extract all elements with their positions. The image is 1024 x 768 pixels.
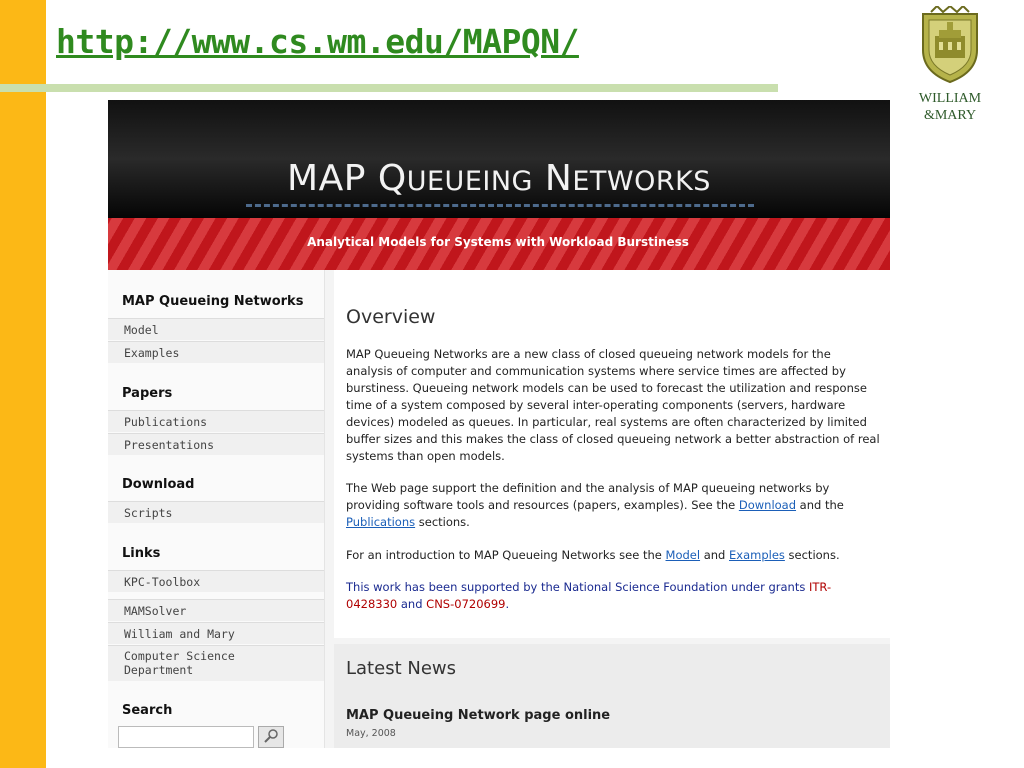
site-title [108,158,890,199]
sidebar-item-william-and-mary[interactable] [108,622,324,644]
website-screenshot [108,100,890,748]
sidebar-item-label: Examples [124,346,180,360]
grant-itr: ITR-0428330 [346,580,832,611]
sidebar-heading-download: Download [122,477,195,492]
overview-text: sections. [784,548,840,562]
site-title-part: UEUEING [406,166,533,197]
sidebar-item-model[interactable] [108,318,324,340]
site-header [108,100,890,218]
sidebar-heading-papers: Papers [122,386,173,401]
nsf-text: This work has been supported by the National Science Foundation under grants [346,580,810,594]
sidebar-item-publications[interactable] [108,410,324,432]
search-button[interactable] [258,726,284,748]
tagline-band [108,218,890,270]
sidebar-item-label: Presentations [124,438,215,452]
sidebar-item-label: Scripts [124,506,173,520]
sidebar-item-label: William and Mary [124,627,235,641]
logo-text-mary: &MARY [923,108,977,123]
site-title-part: N [532,158,573,199]
logo-text-william: WILLIAM [918,91,982,106]
sidebar-heading-mapqn: MAP Queueing Networks [122,294,304,309]
nsf-text: . [505,597,510,611]
sidebar-item-kpc-toolbox[interactable] [108,570,324,592]
latest-news-heading: Latest News [346,658,456,679]
sidebar-item-label: Publications [124,415,208,429]
sidebar-item-scripts[interactable] [108,501,324,523]
sidebar-item-label: KPC-Toolbox [124,575,201,589]
sidebar-nav [108,270,325,748]
sidebar-item-examples[interactable] [108,341,324,363]
sidebar-item-label: MAMSolver [124,604,187,618]
overview-paragraph-1: MAP Queueing Networks are a new class of closed queueing network models for the analysis of computer and communication systems where service times are affected by burstiness. Queueing network models can be used to forecast the utilization and response time of a system composed by several inter-operating components (servers, hardware devices) modeled as queues. In particular, real systems are often characterized by limited buffer sizes and this makes the class of closed queueing network a better abstraction of real systems than open models. [346,347,880,463]
news-item-title: MAP Queueing Network page online [346,708,611,723]
search-icon [261,728,281,744]
site-title-part: MAP Q [287,158,407,199]
sidebar-heading-search: Search [122,703,173,718]
download-link[interactable]: Download [738,498,797,512]
overview-heading: Overview [346,306,436,328]
sidebar-item-cs-department[interactable] [108,645,324,681]
crest-icon [917,6,983,84]
model-link[interactable]: Model [665,548,701,562]
left-accent-stripe [0,0,46,768]
overview-text: and [700,548,729,562]
sidebar-heading-links: Links [122,546,161,561]
overview-paragraph-3 [346,547,880,564]
sidebar-item-presentations[interactable] [108,433,324,455]
latest-news-panel [334,644,890,748]
nsf-text: and [397,597,427,611]
slide-title-url[interactable]: http://www.cs.wm.edu/MAPQN/ [56,22,579,61]
search-input[interactable] [118,726,254,748]
overview-text: sections. [415,515,470,529]
publications-link[interactable]: Publications [346,515,416,529]
title-dashed-underline [246,204,754,207]
site-title-part: ETWORKS [572,166,711,197]
sidebar-item-label: Computer Science Department [124,649,235,677]
overview-paragraph-2 [346,480,880,531]
sidebar-item-label: Model [124,323,159,337]
news-item-date: May, 2008 [346,728,396,739]
overview-text: The Web page support the definition and the analysis of MAP queueing networks by providing software tools and resources (papers, examples). See the [346,481,830,512]
overview-text: For an introduction to MAP Queueing Networks see the [346,548,666,562]
sidebar-item-mamsolver[interactable] [108,599,324,621]
examples-link[interactable]: Examples [729,548,785,562]
william-mary-logo [910,6,990,121]
grant-cns: CNS-0720699 [426,597,506,611]
nsf-support-note [346,579,880,613]
title-divider [0,84,778,92]
site-tagline: Analytical Models for Systems with Workload Burstiness [307,235,689,249]
overview-text: and the [796,498,844,512]
overview-panel [334,270,890,638]
